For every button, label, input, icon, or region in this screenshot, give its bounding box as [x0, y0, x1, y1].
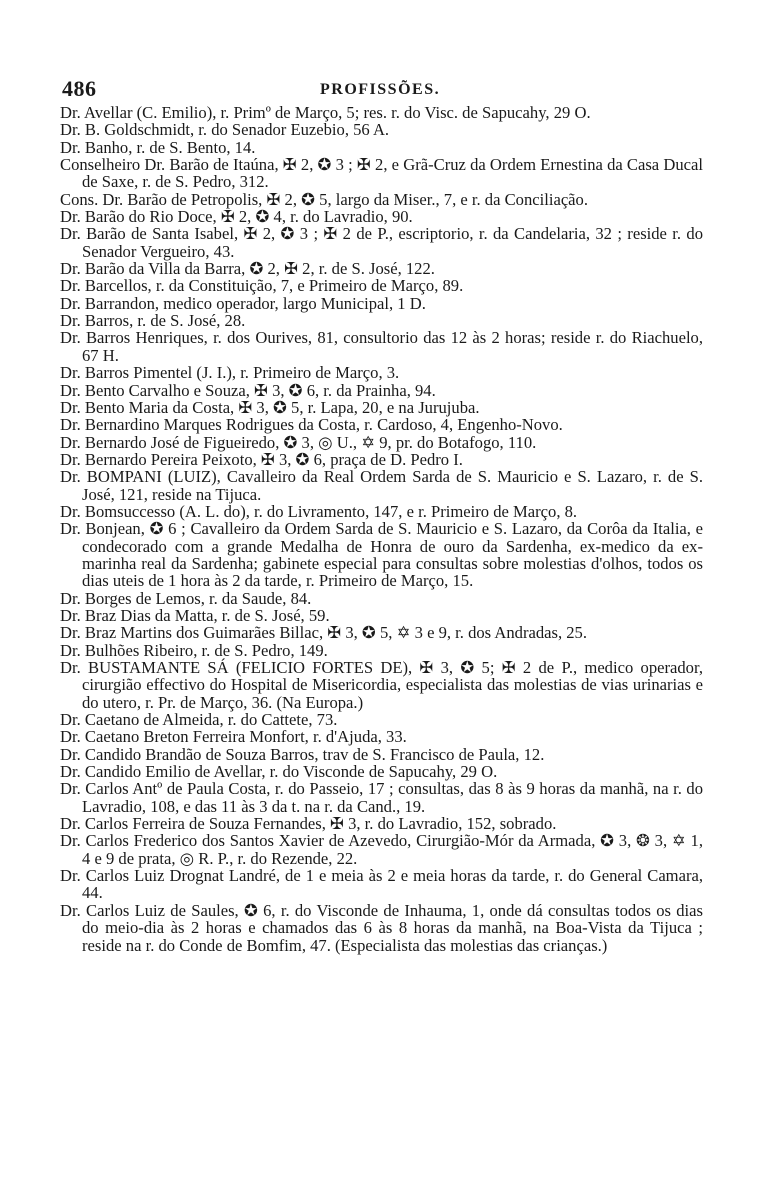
page-header — [62, 74, 702, 104]
directory-entry: Conselheiro Dr. Barão de Itaúna, ✠ 2, ✪ 3 ; ✠ 2, e Grã-Cruz da Ordem Ernestina da Casa Ducal de Saxe, r. de S. Pedro, 312. — [60, 155, 703, 192]
directory-entry: Dr. Barão do Rio Doce, ✠ 2, ✪ 4, r. do Lavradio, 90. — [60, 207, 413, 227]
directory-entry: Dr. Barcellos, r. da Constituição, 7, e Primeiro de Março, 89. — [60, 276, 464, 296]
directory-entry: Dr. Carlos Frederico dos Santos Xavier de Azevedo, Cirurgião-Mór da Armada, ✪ 3, ❂ 3, ✡ 1, 4 e 9 de prata, ◎ R. P., r. do Rezende, 22. — [60, 831, 703, 868]
directory-entry: Dr. Carlos Luiz de Saules, ✪ 6, r. do Visconde de Inhauma, 1, onde dá consultas todos os dias do meio-dia às 2 horas e chamados das 6 às 8 horas da manhã, na Boa-Vista da Tijuca ; reside na r. do Conde de Bomfim, 47. (Especialista das molestias das crianças.) — [60, 900, 703, 955]
directory-entry: Dr. Bento Carvalho e Souza, ✠ 3, ✪ 6, r. da Prainha, 94. — [60, 380, 436, 400]
directory-entry: Dr. Bonjean, ✪ 6 ; Cavalleiro da Ordem Sarda de S. Mauricio e S. Lazaro, da Corôa da Italia, e condecorado com a grande Medalha de Honra de ouro da Sardenha, ex-medico da ex-marinha real da Sardenha; gabinete especial para consultas sobre molestias d'olhos, todos os dias uteis de 1 hora às 2 da tarde, r. Primeiro de Março, 15. — [60, 519, 703, 591]
directory-entry: Dr. Barros, r. de S. José, 28. — [60, 311, 246, 331]
directory-entry: Dr. Borges de Lemos, r. da Saude, 84. — [60, 588, 312, 608]
directory-entry: Dr. Barros Pimentel (J. I.), r. Primeiro de Março, 3. — [60, 363, 400, 383]
directory-entry: Dr. Barros Henriques, r. dos Ourives, 81, consultorio das 12 às 2 horas; reside r. do Riachuelo, 67 H. — [60, 328, 703, 365]
directory-entry: Dr. Caetano de Almeida, r. do Cattete, 73. — [60, 710, 338, 730]
directory-entry: Dr. Braz Dias da Matta, r. de S. José, 59. — [60, 605, 330, 625]
directory-entry: Cons. Dr. Barão de Petropolis, ✠ 2, ✪ 5, largo da Miser., 7, e r. da Conciliação. — [60, 189, 588, 209]
directory-entry: Dr. B. Goldschmidt, r. do Senador Euzebio, 56 A. — [60, 120, 390, 140]
directory-entry: Dr. Bomsuccesso (A. L. do), r. do Livramento, 147, e r. Primeiro de Março, 8. — [60, 501, 578, 521]
directory-entry: Dr. Barão de Santa Isabel, ✠ 2, ✪ 3 ; ✠ 2 de P., escriptorio, r. da Candelaria, 32 ; reside r. do Senador Vergueiro, 43. — [60, 224, 703, 261]
directory-entry: Dr. Caetano Breton Ferreira Monfort, r. d'Ajuda, 33. — [60, 727, 407, 747]
directory-entry: Dr. Barrandon, medico operador, largo Municipal, 1 D. — [60, 293, 426, 313]
directory-entries — [60, 104, 703, 954]
directory-entry: Dr. Avellar (C. Emilio), r. Primº de Março, 5; res. r. do Visc. de Sapucahy, 29 O. — [60, 103, 591, 122]
directory-entry: Dr. BOMPANI (LUIZ), Cavalleiro da Real Ordem Sarda de S. Mauricio e S. Lazaro, r. de S. José, 121, reside na Tijuca. — [60, 467, 703, 504]
directory-entry: Dr. Candido Emilio de Avellar, r. do Visconde de Sapucahy, 29 O. — [60, 762, 498, 782]
directory-entry: Dr. Candido Brandão de Souza Barros, trav de S. Francisco de Paula, 12. — [60, 744, 545, 764]
directory-entry: Dr. Carlos Luiz Drognat Landré, de 1 e meia às 2 e meia horas da tarde, r. do General Camara, 44. — [60, 866, 703, 903]
directory-entry: Dr. Bernardo José de Figueiredo, ✪ 3, ◎ U., ✡ 9, pr. do Botafogo, 110. — [60, 432, 537, 452]
directory-entry: Dr. Banho, r. de S. Bento, 14. — [60, 137, 256, 157]
directory-entry: Dr. Bernardo Pereira Peixoto, ✠ 3, ✪ 6, praça de D. Pedro I. — [60, 449, 463, 469]
running-head: PROFISSÕES. — [320, 81, 441, 98]
directory-entry: Dr. Bento Maria da Costa, ✠ 3, ✪ 5, r. Lapa, 20, e na Jurujuba. — [60, 397, 480, 417]
directory-entry: Dr. BUSTAMANTE SÁ (FELICIO FORTES DE), ✠ 3, ✪ 5; ✠ 2 de P., medico operador, cirurgião effectivo do Hospital de Misericordia, especialista das molestias de vias urinarias e do utero, r. Pr. de Março, 36. (Na Europa.) — [60, 658, 703, 712]
directory-entry: Dr. Carlos Ferreira de Souza Fernandes, ✠ 3, r. do Lavradio, 152, sobrado. — [60, 814, 557, 834]
directory-entry: Dr. Carlos Antº de Paula Costa, r. do Passeio, 17 ; consultas, das 8 às 9 horas da manhã, na r. do Lavradio, 108, e das 11 às 3 da t. na r. da Cand., 19. — [60, 779, 703, 816]
directory-entry: Dr. Bernardino Marques Rodrigues da Costa, r. Cardoso, 4, Engenho-Novo. — [60, 415, 563, 435]
directory-entry: Dr. Bulhões Ribeiro, r. de S. Pedro, 149. — [60, 640, 328, 660]
directory-entry: Dr. Braz Martins dos Guimarães Billac, ✠ 3, ✪ 5, ✡ 3 e 9, r. dos Andradas, 25. — [60, 623, 587, 643]
page-number: 486 — [62, 76, 97, 101]
directory-entry: Dr. Barão da Villa da Barra, ✪ 2, ✠ 2, r. de S. José, 122. — [60, 259, 435, 279]
